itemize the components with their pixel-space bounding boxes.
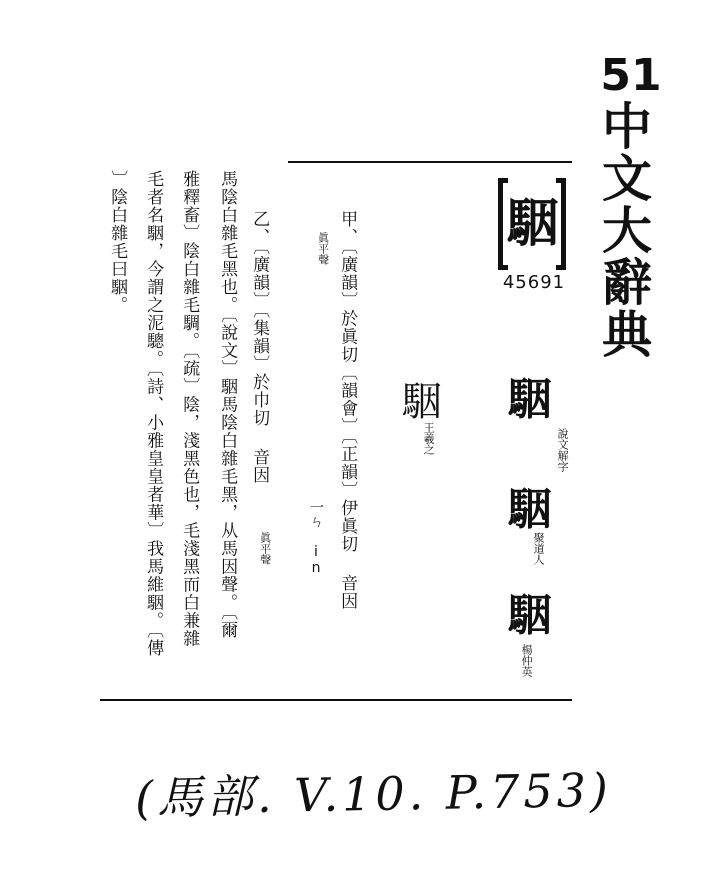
calligraphy-source-label: 說文解字 [556, 428, 570, 472]
definition-body-column: 毛者名駰，今謂之泥驄。〔詩、小雅皇皇者華〕我馬維駰。〔傳 [143, 170, 164, 657]
headword-bracket-right [556, 178, 566, 270]
definition-body-column: 馬陰白雜毛黑也。〔說文〕駰馬陰白雜毛黑，从馬因聲。〔爾 [217, 170, 238, 639]
definition-jia-line: 甲、〔廣韻〕於眞切〔韻會〕〔正韻〕伊眞切 音因 [337, 210, 358, 610]
handwritten-citation: (馬部. V.10. P.753) [134, 762, 613, 826]
headword: 駰 [506, 193, 559, 254]
definition-body-column: 雅釋畜〕陰白雜毛騆。〔疏〕陰，淺黑色也，毛淺黑而白兼雜 [179, 170, 200, 648]
calligraphy-glyph: 駰 [508, 374, 552, 425]
top-rule [288, 161, 572, 163]
bottom-rule [100, 699, 572, 701]
calligraphy-glyph: 駰 [402, 379, 442, 425]
dictionary-title: 中文大辭典 [594, 100, 653, 360]
calligraphy-glyph: 駰 [508, 590, 552, 641]
volume-number: 51 [600, 50, 662, 101]
definition-yi-line: 乙、〔廣韻〕〔集韻〕於巾切 音因 [249, 210, 270, 484]
definition-jia-note: 眞平聲 [316, 232, 330, 265]
calligraphy-source-label: 聚道人 [532, 532, 546, 565]
calligraphy-source-label: 楊仲英 [520, 644, 534, 677]
calligraphy-source-label: 王羲之 [422, 422, 436, 455]
definition-body-column: 〕陰白雜毛曰駰。 [107, 170, 128, 314]
pronunciation-reading: 一ㄣ in [308, 500, 324, 576]
entry-number: 45691 [502, 272, 566, 293]
definition-yi-note: 眞平聲 [258, 532, 272, 565]
calligraphy-glyph: 駰 [508, 484, 552, 535]
